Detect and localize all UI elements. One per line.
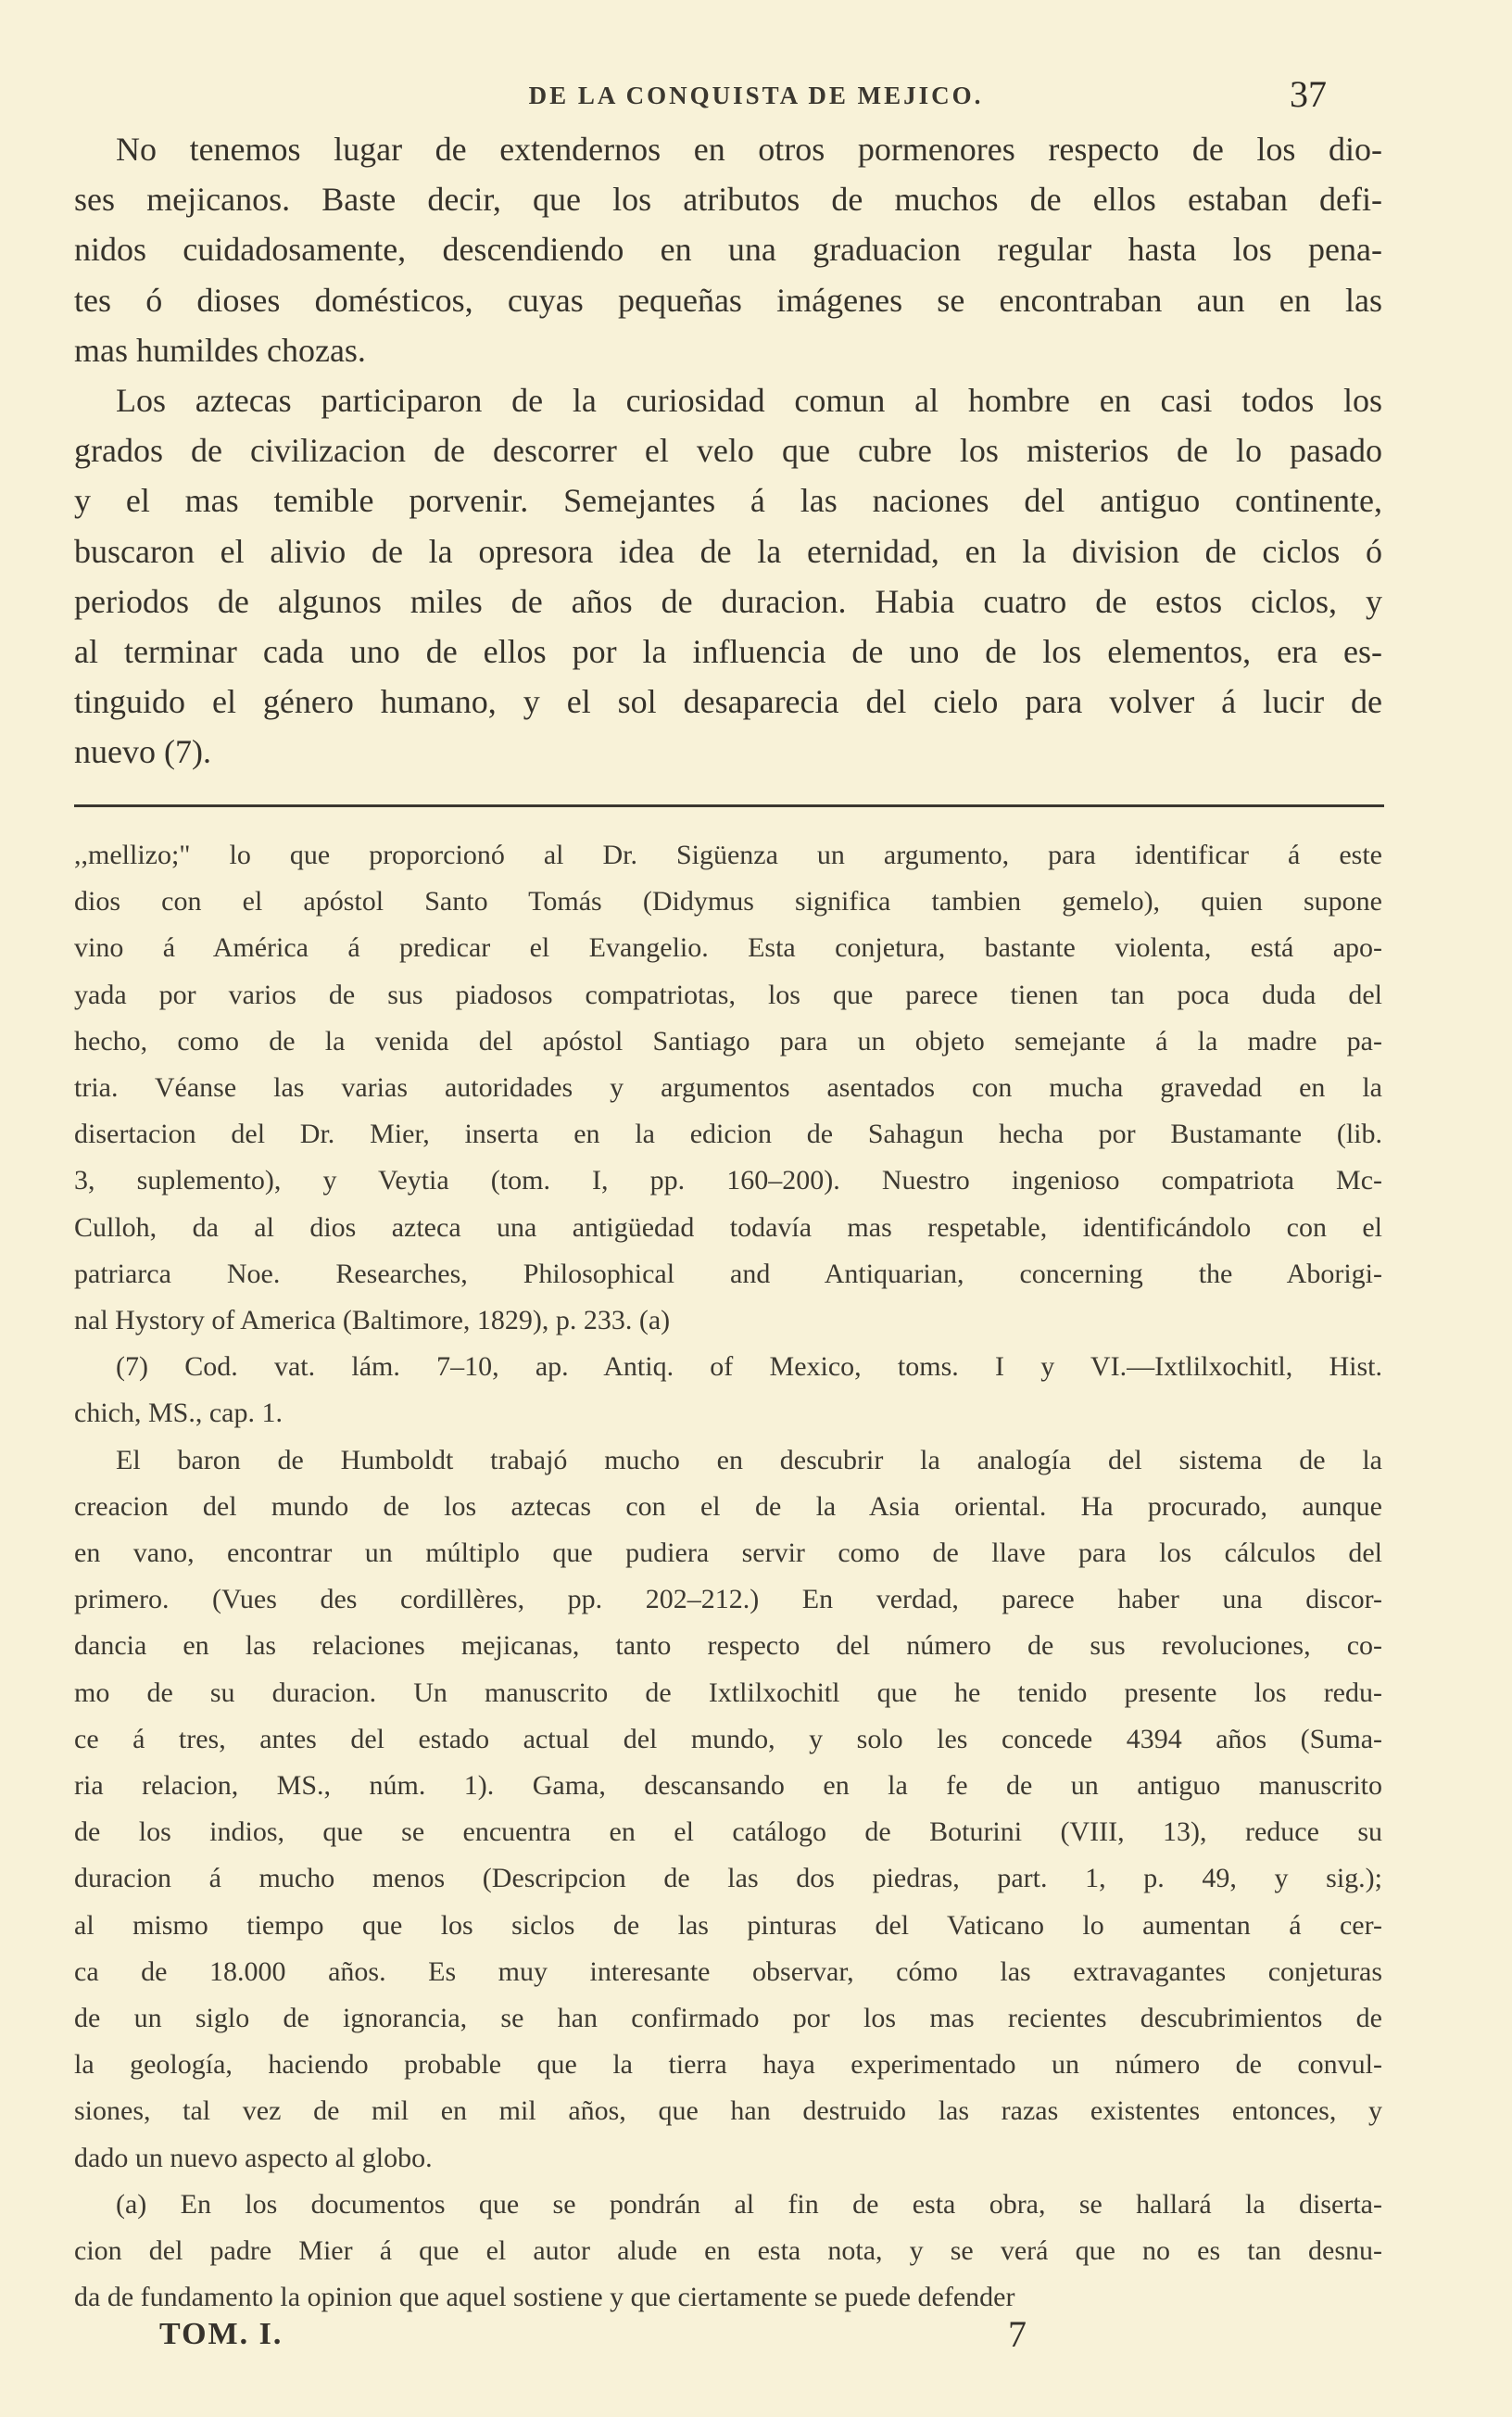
footnote-line: ria relacion, MS., núm. 1). Gama, descansando en la fe de un antiguo manuscrito — [74, 1770, 1382, 1801]
footnote-line: tria. Véanse las varias autoridades y argumentos asentados con mucha gravedad en la — [74, 1072, 1382, 1103]
main-text-line: al terminar cada uno de ellos por la influencia de uno de los elementos, era es- — [74, 633, 1382, 670]
footnote-line: vino á América á predicar el Evangelio. Esta conjetura, bastante violenta, está apo- — [74, 932, 1382, 964]
footnote-line: chich, MS., cap. 1. — [74, 1398, 283, 1429]
main-text-line: tes ó dioses domésticos, cuyas pequeñas imágenes se encontraban aun en las — [74, 281, 1382, 319]
main-text-line: Los aztecas participaron de la curiosidad comun al hombre en casi todos los — [116, 382, 1382, 419]
footnote-line: yada por varios de sus piadosos compatriotas, los que parece tienen tan poca duda del — [74, 979, 1382, 1010]
footnote-line: nal Hystory of America (Baltimore, 1829), p. 233. (a) — [74, 1305, 671, 1335]
main-text-line: periodos de algunos miles de años de duracion. Habia cuatro de estos ciclos, y — [74, 582, 1382, 620]
main-text-line: grados de civilizacion de descorrer el velo que cubre los misterios de lo pasado — [74, 432, 1382, 470]
footnote-line: hecho, como de la venida del apóstol Santiago para un objeto semejante á la madre pa- — [74, 1025, 1382, 1057]
footnote-line: siones, tal vez de mil en mil años, que han destruido las razas existentes entonces, y — [74, 2095, 1382, 2127]
main-text-line: y el mas temible porvenir. Semejantes á las naciones del antiguo continente, — [74, 482, 1382, 520]
main-text-line: nidos cuidadosamente, descendiendo en una graduacion regular hasta los pena- — [74, 231, 1382, 269]
footnote-line: (7) Cod. vat. lám. 7–10, ap. Antiq. of Mexico, toms. I y VI.—Ixtlilxochitl, Hist. — [116, 1351, 1382, 1383]
footnote-line: de un siglo de ignorancia, se han confirmado por los mas recientes descubrimientos de — [74, 2003, 1382, 2033]
footnote-line: disertacion del Dr. Mier, inserta en la edicion de Sahagun hecha por Bustamante (lib. — [74, 1119, 1382, 1150]
running-head: DE LA CONQUISTA DE MEJICO. — [528, 82, 984, 109]
footnote-line: (a) En los documentos que se pondrán al fin de esta obra, se hallará la diserta- — [116, 2188, 1382, 2220]
footnote-divider — [74, 804, 1384, 807]
footnote-line: ,,mellizo;" lo que proporcionó al Dr. Sigüenza un argumento, para identificar á este — [74, 840, 1382, 870]
footnote-line: mo de su duracion. Un manuscrito de Ixtlilxochitl que he tenido presente los redu- — [74, 1677, 1382, 1708]
footnote-line: dios con el apóstol Santo Tomás (Didymus significa tambien gemelo), quien supone — [74, 886, 1382, 917]
footnote-line: de los indios, que se encuentra en el catálogo de Boturini (VIII, 13), reduce su — [74, 1816, 1382, 1848]
footnote-line: 3, suplemento), y Veytia (tom. I, pp. 160–200). Nuestro ingenioso compatriota Mc- — [74, 1165, 1382, 1196]
main-text-line: tinguido el género humano, y el sol desaparecia del cielo para volver á lucir de — [74, 683, 1382, 721]
footnote-line: El baron de Humboldt trabajó mucho en descubrir la analogía del sistema de la — [116, 1444, 1382, 1475]
footnote-line: ce á tres, antes del estado actual del mundo, y solo les concede 4394 años (Suma- — [74, 1723, 1382, 1754]
footnote-line: ca de 18.000 años. Es muy interesante observar, cómo las extravagantes conjeturas — [74, 1955, 1382, 1987]
main-text-line: buscaron el alivio de la opresora idea de la eternidad, en la division de ciclos ó — [74, 532, 1382, 570]
page-number: 37 — [1290, 73, 1327, 115]
footnote-line: dancia en las relaciones mejicanas, tanto respecto del número de sus revoluciones, co- — [74, 1630, 1382, 1662]
footnote-line: primero. (Vues des cordillères, pp. 202–212.) En verdad, parece haber una discor- — [74, 1584, 1382, 1615]
main-text-line: nuevo (7). — [74, 733, 211, 771]
footnote-line: la geología, haciendo probable que la tierra haya experimentado un número de convul- — [74, 2049, 1382, 2081]
footnote-line: creacion del mundo de los aztecas con el de la Asia oriental. Ha procurado, aunque — [74, 1490, 1382, 1522]
footnote-line: al mismo tiempo que los siclos de las pinturas del Vaticano lo aumentan á cer- — [74, 1909, 1382, 1941]
signature-mark: TOM. I. — [159, 2317, 284, 2351]
footnote-line: Culloh, da al dios azteca una antigüedad todavía mas respetable, identificándolo con el — [74, 1211, 1382, 1243]
main-text-line: ses mejicanos. Baste decir, que los atributos de muchos de ellos estaban defi- — [74, 181, 1382, 219]
footnote-line: cion del padre Mier á que el autor alude en esta nota, y se verá que no es tan desnu- — [74, 2235, 1382, 2266]
footnote-line: en vano, encontrar un múltiplo que pudiera servir como de llave para los cálculos del — [74, 1538, 1382, 1568]
sheet-number: 7 — [1008, 2313, 1027, 2355]
footnote-line: dado un nuevo aspecto al globo. — [74, 2142, 433, 2173]
footnote-line: patriarca Noe. Researches, Philosophical and Antiquarian, concerning the Aborigi- — [74, 1258, 1382, 1289]
footnote-line: duracion á mucho menos (Descripcion de las dos piedras, part. 1, p. 49, y sig.); — [74, 1863, 1382, 1894]
footnote-line: da de fundamento la opinion que aquel sostiene y que ciertamente se puede defender — [74, 2282, 1015, 2313]
main-text-line: mas humildes chozas. — [74, 331, 366, 369]
main-text-line: No tenemos lugar de extendernos en otros pormenores respecto de los dio- — [116, 131, 1382, 168]
